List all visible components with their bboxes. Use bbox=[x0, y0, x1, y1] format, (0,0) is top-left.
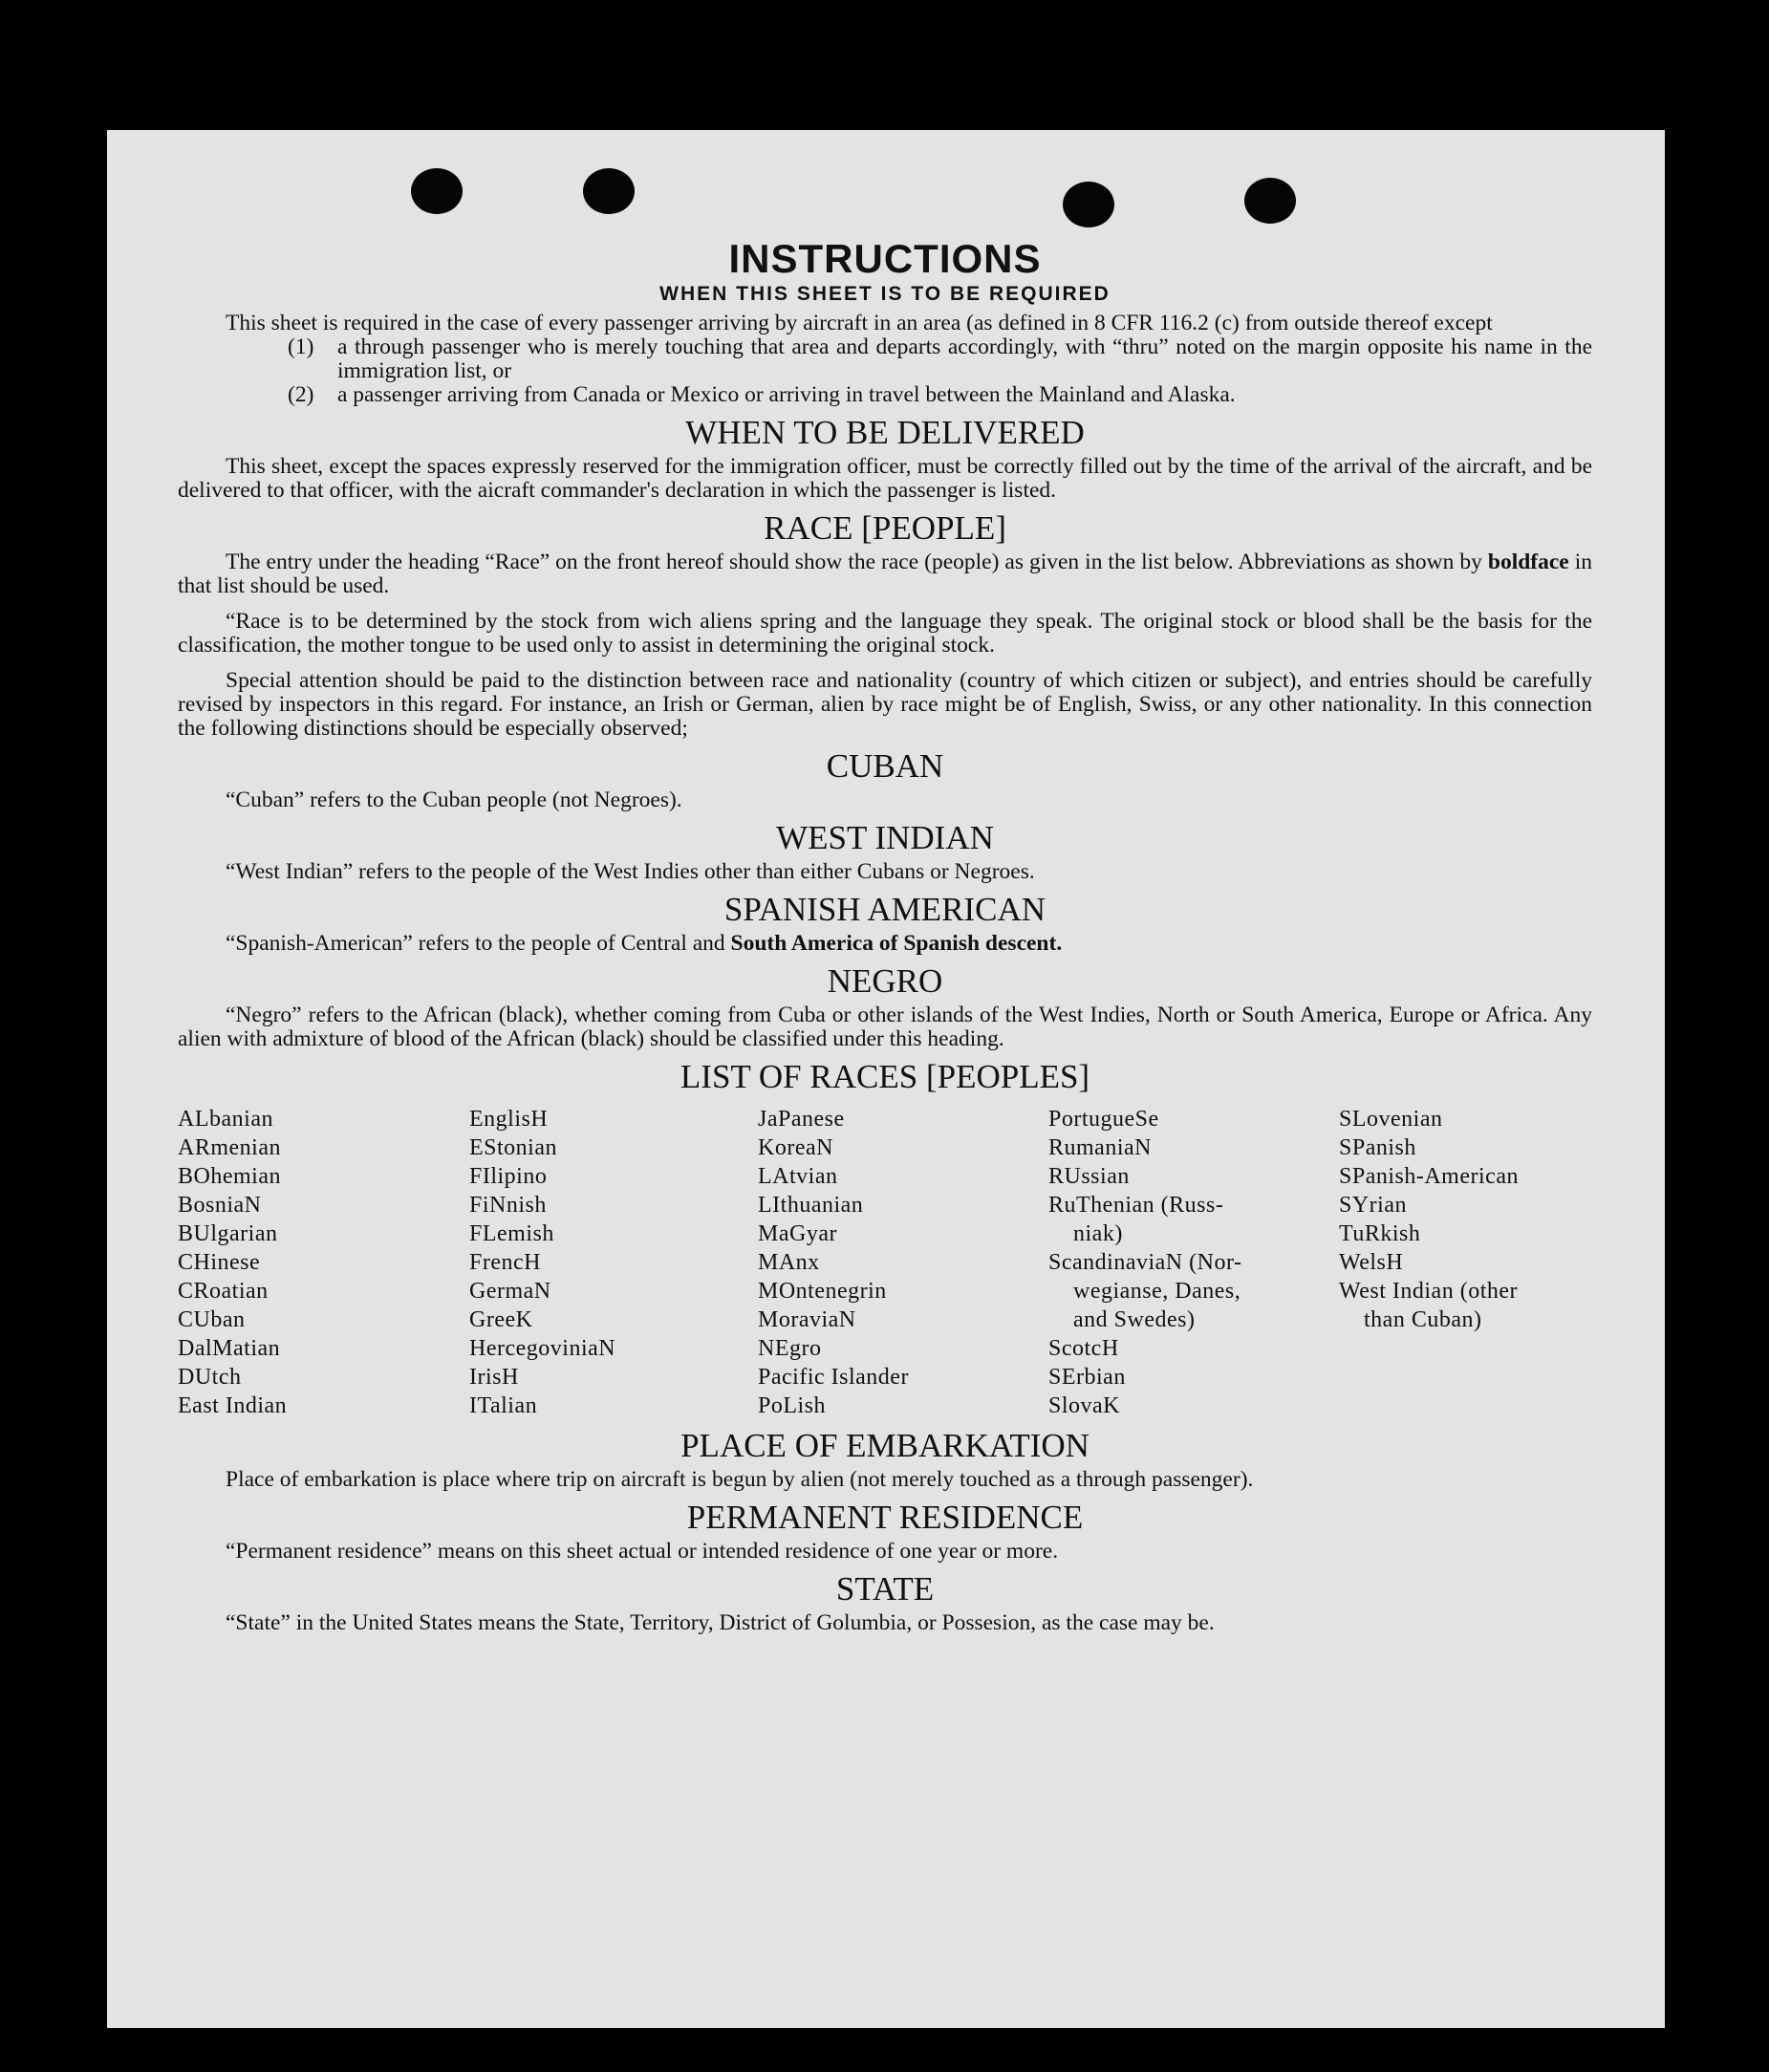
race-entry: ALbanian bbox=[178, 1107, 273, 1132]
race-entry: ARmenian bbox=[178, 1135, 281, 1160]
punch-hole-2 bbox=[583, 168, 635, 214]
exception-number: (2) bbox=[288, 382, 314, 407]
instructions-intro: This sheet is required in the case of every passenger arriving by aircraft in an area (as defined in 8 CFR 116.2 (c) from outside thereof except bbox=[226, 311, 1493, 335]
race-entry: FLemish bbox=[469, 1221, 554, 1246]
west-indian-heading: WEST INDIAN bbox=[776, 819, 994, 856]
race-entry: NEgro bbox=[758, 1336, 822, 1361]
race-entry: SYrian bbox=[1339, 1193, 1407, 1218]
race-entry: MaGyar bbox=[758, 1221, 837, 1246]
races-list-heading: LIST OF RACES [PEOPLES] bbox=[680, 1058, 1090, 1095]
race-entry: BOhemian bbox=[178, 1164, 281, 1189]
residence-text: “Permanent residence” means on this sheet actual or intended residence of one year or more. bbox=[226, 1539, 1059, 1564]
exception-number: (1) bbox=[288, 335, 314, 359]
race-entry: MAnx bbox=[758, 1250, 820, 1275]
race-entry: EStonian bbox=[469, 1135, 557, 1160]
race-entry: CHinese bbox=[178, 1250, 261, 1275]
race-entry: RumaniaN bbox=[1048, 1135, 1152, 1160]
delivered-text: This sheet, except the spaces expressly reserved for the immigration officer, must be correctly filled out by the time of the arrival of the aircraft, and be delivered to that officer, with the aicraft commander's declaration in which the passenger is listed. bbox=[178, 454, 1592, 503]
exception-text: a passenger arriving from Canada or Mexico or arriving in travel between the Mainland and Alaska. bbox=[337, 382, 1236, 407]
negro-text: “Negro” refers to the African (black), whether coming from Cuba or other islands of the West Indies, North or South America, Europe or Africa. Any alien with admixture of blood of the African (black) should be classified under this heading. bbox=[178, 1003, 1592, 1051]
embarkation-heading: PLACE OF EMBARKATION bbox=[680, 1427, 1089, 1464]
exception-text: a through passenger who is merely touching that area and departs accordingly, with “thru” noted on the margin opposite his name in the immigration list, or bbox=[337, 335, 1592, 383]
spanish-american-text bbox=[178, 932, 1592, 956]
race-entry: FrencH bbox=[469, 1250, 541, 1275]
race-heading: RACE [PEOPLE] bbox=[764, 509, 1006, 547]
race-entry: SErbian bbox=[1048, 1365, 1126, 1390]
race-paragraph-1 bbox=[178, 550, 1592, 598]
race-entry: KoreaN bbox=[758, 1135, 833, 1160]
race-paragraph-3: Special attention should be paid to the distinction between race and nationality (country of which citizen or subject), and entries should be carefully revised by inspectors in this regard. For instance, an Irish or German, alien by race might be of English, Swiss, or any other nationality. In this connection the following distinctions should be especially observed; bbox=[178, 668, 1592, 741]
race-entry: PortugueSe bbox=[1048, 1107, 1159, 1132]
state-heading: STATE bbox=[835, 1570, 935, 1608]
race-entry: ITalian bbox=[469, 1393, 538, 1418]
race-entry: PoLish bbox=[758, 1393, 827, 1418]
punch-hole-4 bbox=[1244, 178, 1296, 224]
race-entry: JaPanese bbox=[758, 1107, 845, 1132]
race-paragraph-2: “Race is to be determined by the stock from wich aliens spring and the language they speak. The original stock or blood shall be the basis for the classification, the mother tongue to be used only to assist in determining the original stock. bbox=[178, 609, 1592, 658]
embarkation-text: Place of embarkation is place where trip on aircraft is begun by alien (not merely touched as a through passenger). bbox=[226, 1467, 1254, 1492]
state-text: “State” in the United States means the State, Territory, District of Golumbia, or Possesion, as the case may be. bbox=[226, 1610, 1215, 1635]
race-entry: DUtch bbox=[178, 1365, 242, 1390]
race-column bbox=[1048, 1105, 1339, 1420]
race-entry: HercegoviniaN bbox=[469, 1336, 616, 1361]
race-entry: than Cuban) bbox=[1364, 1307, 1482, 1332]
race-entry: WelsH bbox=[1339, 1250, 1404, 1275]
race-entry: FIlipino bbox=[469, 1164, 548, 1189]
cuban-text: “Cuban” refers to the Cuban people (not Negroes). bbox=[226, 788, 682, 812]
race-entry: West Indian (other bbox=[1339, 1279, 1519, 1304]
race-entry: East Indian bbox=[178, 1393, 288, 1418]
exception-item bbox=[288, 335, 1592, 383]
spanish-american-text-start: “Spanish-American” refers to the people of Central and bbox=[226, 931, 731, 956]
race-entry: BUlgarian bbox=[178, 1221, 278, 1246]
race-entry: and Swedes) bbox=[1073, 1307, 1196, 1332]
race-entry: niak) bbox=[1073, 1221, 1123, 1246]
instructions-content bbox=[178, 237, 1592, 1635]
race-entry: MoraviaN bbox=[758, 1307, 856, 1332]
race-entry: TuRkish bbox=[1339, 1221, 1421, 1246]
race-entry: MOntenegrin bbox=[758, 1279, 887, 1304]
race-entry: CUban bbox=[178, 1307, 246, 1332]
race-column bbox=[178, 1105, 469, 1420]
race-entry: LIthuanian bbox=[758, 1193, 864, 1218]
race-column bbox=[1339, 1105, 1592, 1420]
race-p1-end: in that list should be used. bbox=[178, 550, 1593, 598]
race-entry: BosniaN bbox=[178, 1193, 262, 1218]
race-entry: Pacific Islander bbox=[758, 1365, 909, 1390]
punch-hole-1 bbox=[411, 168, 463, 214]
punch-hole-3 bbox=[1063, 182, 1114, 227]
exception-item bbox=[288, 383, 1592, 407]
race-entry: wegianse, Danes, bbox=[1073, 1279, 1241, 1304]
instructions-subtitle: WHEN THIS SHEET IS TO BE REQUIRED bbox=[659, 283, 1111, 305]
spanish-american-heading: SPANISH AMERICAN bbox=[723, 891, 1046, 928]
race-entry: SPanish-American bbox=[1339, 1164, 1519, 1189]
race-entry: FiNnish bbox=[469, 1193, 547, 1218]
race-entry: GreeK bbox=[469, 1307, 533, 1332]
race-entry: SLovenian bbox=[1339, 1107, 1443, 1132]
race-entry: SlovaK bbox=[1048, 1393, 1120, 1418]
race-entry: RUssian bbox=[1048, 1164, 1130, 1189]
delivered-heading: WHEN TO BE DELIVERED bbox=[685, 414, 1085, 451]
race-entry: SPanish bbox=[1339, 1135, 1416, 1160]
residence-heading: PERMANENT RESIDENCE bbox=[686, 1499, 1084, 1536]
negro-heading: NEGRO bbox=[827, 962, 943, 1000]
race-entry: GermaN bbox=[469, 1279, 551, 1304]
document-sheet bbox=[107, 130, 1665, 2028]
race-p1-bold: boldface bbox=[1487, 550, 1569, 574]
race-entry: IrisH bbox=[469, 1365, 519, 1390]
race-column bbox=[469, 1105, 758, 1420]
race-entry: EnglisH bbox=[469, 1107, 549, 1132]
instructions-title: INSTRUCTIONS bbox=[728, 236, 1042, 281]
spanish-american-text-bold: South America of Spanish descent. bbox=[730, 931, 1063, 956]
cuban-heading: CUBAN bbox=[826, 747, 944, 785]
race-entry: DalMatian bbox=[178, 1336, 281, 1361]
west-indian-text: “West Indian” refers to the people of the West Indies other than either Cubans or Negroes. bbox=[226, 859, 1035, 884]
race-column bbox=[758, 1105, 1048, 1420]
race-entry: CRoatian bbox=[178, 1279, 269, 1304]
race-entry: RuThenian (Russ- bbox=[1048, 1193, 1224, 1218]
race-entry: LAtvian bbox=[758, 1164, 838, 1189]
races-list bbox=[178, 1105, 1592, 1420]
race-p1-start: The entry under the heading “Race” on the front hereof should show the race (people) as given in the list below. Abbreviations as shown by bbox=[226, 550, 1488, 574]
race-entry: ScandinaviaN (Nor- bbox=[1048, 1250, 1242, 1275]
race-entry: ScotcH bbox=[1048, 1336, 1119, 1361]
